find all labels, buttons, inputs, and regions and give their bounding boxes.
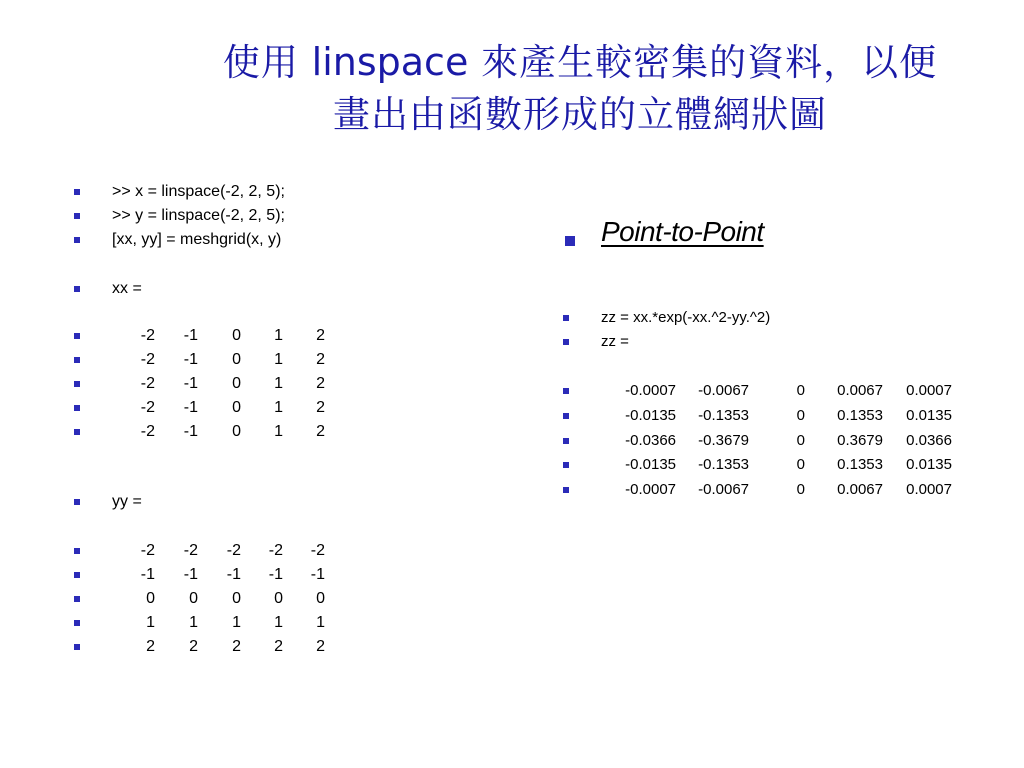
- square-bullet-icon: [563, 315, 569, 321]
- matrix-cell: 0: [274, 590, 283, 607]
- matrix-cell: 0: [232, 399, 241, 416]
- matrix-cell: 0.0007: [906, 382, 952, 399]
- matrix-cell: 0: [232, 375, 241, 392]
- matrix-cell: 0: [232, 327, 241, 344]
- square-bullet-icon: [74, 405, 80, 411]
- square-bullet-icon: [563, 487, 569, 493]
- square-bullet-icon: [74, 286, 80, 292]
- matrix-cell: -0.0067: [698, 481, 749, 498]
- matrix-cell: 0.1353: [837, 456, 883, 473]
- matrix-cell: 1: [274, 375, 283, 392]
- square-bullet-icon: [74, 429, 80, 435]
- title-suffix: 來產生較密集的資料，以便: [468, 41, 938, 84]
- matrix-cell: -1: [183, 423, 198, 440]
- title-prefix: 使用: [222, 41, 312, 84]
- matrix-cell: 0: [796, 382, 805, 399]
- matrix-cell: -2: [183, 542, 198, 559]
- matrix-cell: -0.0135: [625, 407, 676, 424]
- matrix-cell: -1: [226, 566, 241, 583]
- square-bullet-icon: [74, 620, 80, 626]
- matrix-cell: -2: [140, 399, 155, 416]
- zz-command: zz = xx.*exp(-xx.^2-yy.^2): [601, 309, 771, 326]
- matrix-cell: -1: [140, 566, 155, 583]
- square-bullet-icon: [74, 333, 80, 339]
- matrix-cell: -1: [183, 351, 198, 368]
- matrix-cell: -1: [268, 566, 283, 583]
- matrix-cell: -0.0007: [625, 481, 676, 498]
- title-line-2: 畫出由函數形成的立體網狀圖: [333, 93, 827, 136]
- matrix-cell: -2: [140, 351, 155, 368]
- matrix-cell: -1: [183, 327, 198, 344]
- square-bullet-icon: [74, 237, 80, 243]
- matrix-cell: -0.3679: [698, 432, 749, 449]
- matrix-cell: 1: [274, 399, 283, 416]
- matrix-cell: 0.0366: [906, 432, 952, 449]
- matrix-cell: 0.0007: [906, 481, 952, 498]
- matrix-cell: 0.0067: [837, 382, 883, 399]
- matrix-cell: -2: [140, 423, 155, 440]
- matrix-cell: 1: [232, 614, 241, 631]
- zz-label: zz =: [601, 333, 629, 350]
- matrix-cell: 1: [316, 614, 325, 631]
- matrix-cell: 0.1353: [837, 407, 883, 424]
- square-bullet-icon: [563, 438, 569, 444]
- matrix-cell: -1: [183, 375, 198, 392]
- matrix-cell: -0.1353: [698, 407, 749, 424]
- matrix-cell: -2: [140, 375, 155, 392]
- matrix-cell: 0.3679: [837, 432, 883, 449]
- matrix-cell: 0.0135: [906, 407, 952, 424]
- matrix-cell: 0: [232, 351, 241, 368]
- matrix-cell: 2: [316, 351, 325, 368]
- matrix-cell: -0.1353: [698, 456, 749, 473]
- square-bullet-icon: [74, 189, 80, 195]
- matrix-cell: -1: [183, 399, 198, 416]
- matrix-cell: 2: [316, 423, 325, 440]
- matrix-cell: 2: [316, 638, 325, 655]
- square-bullet-icon: [565, 236, 575, 246]
- matrix-cell: 1: [189, 614, 198, 631]
- square-bullet-icon: [74, 644, 80, 650]
- matrix-cell: 1: [274, 327, 283, 344]
- yy-label: yy =: [112, 493, 142, 510]
- slide-title: [150, 36, 1010, 141]
- square-bullet-icon: [74, 572, 80, 578]
- matrix-cell: 0.0135: [906, 456, 952, 473]
- matrix-cell: -2: [226, 542, 241, 559]
- matrix-cell: 2: [189, 638, 198, 655]
- square-bullet-icon: [74, 381, 80, 387]
- matrix-cell: 2: [316, 399, 325, 416]
- matrix-cell: 0.0067: [837, 481, 883, 498]
- square-bullet-icon: [563, 462, 569, 468]
- matrix-cell: 0: [796, 456, 805, 473]
- matrix-cell: -0.0007: [625, 382, 676, 399]
- square-bullet-icon: [563, 339, 569, 345]
- point-to-point-heading: Point-to-Point: [601, 216, 764, 247]
- matrix-cell: -1: [310, 566, 325, 583]
- matrix-cell: 1: [274, 423, 283, 440]
- title-line-1: [150, 36, 1010, 89]
- square-bullet-icon: [74, 213, 80, 219]
- matrix-cell: 0: [232, 423, 241, 440]
- matrix-cell: 0: [146, 590, 155, 607]
- square-bullet-icon: [563, 413, 569, 419]
- square-bullet-icon: [563, 388, 569, 394]
- matrix-cell: -1: [183, 566, 198, 583]
- matrix-cell: 2: [232, 638, 241, 655]
- square-bullet-icon: [74, 596, 80, 602]
- matrix-cell: 0: [232, 590, 241, 607]
- square-bullet-icon: [74, 548, 80, 554]
- matrix-cell: -2: [140, 542, 155, 559]
- matrix-cell: 1: [146, 614, 155, 631]
- matrix-cell: 2: [146, 638, 155, 655]
- command-line: >> y = linspace(-2, 2, 5);: [112, 207, 285, 224]
- matrix-cell: 0: [796, 432, 805, 449]
- matrix-cell: 2: [316, 375, 325, 392]
- matrix-cell: 0: [316, 590, 325, 607]
- square-bullet-icon: [74, 357, 80, 363]
- xx-label: xx =: [112, 280, 142, 297]
- matrix-cell: -0.0135: [625, 456, 676, 473]
- square-bullet-icon: [74, 499, 80, 505]
- matrix-cell: 1: [274, 351, 283, 368]
- matrix-cell: 2: [316, 327, 325, 344]
- matrix-cell: -0.0067: [698, 382, 749, 399]
- matrix-cell: 0: [189, 590, 198, 607]
- matrix-cell: 2: [274, 638, 283, 655]
- command-line: [xx, yy] = meshgrid(x, y): [112, 231, 282, 248]
- matrix-cell: 0: [796, 407, 805, 424]
- matrix-cell: -2: [310, 542, 325, 559]
- matrix-cell: -2: [268, 542, 283, 559]
- matrix-cell: -2: [140, 327, 155, 344]
- matrix-cell: 0: [796, 481, 805, 498]
- matrix-cell: -0.0366: [625, 432, 676, 449]
- matrix-cell: 1: [274, 614, 283, 631]
- command-line: >> x = linspace(-2, 2, 5);: [112, 183, 285, 200]
- title-latin: linspace: [311, 40, 469, 84]
